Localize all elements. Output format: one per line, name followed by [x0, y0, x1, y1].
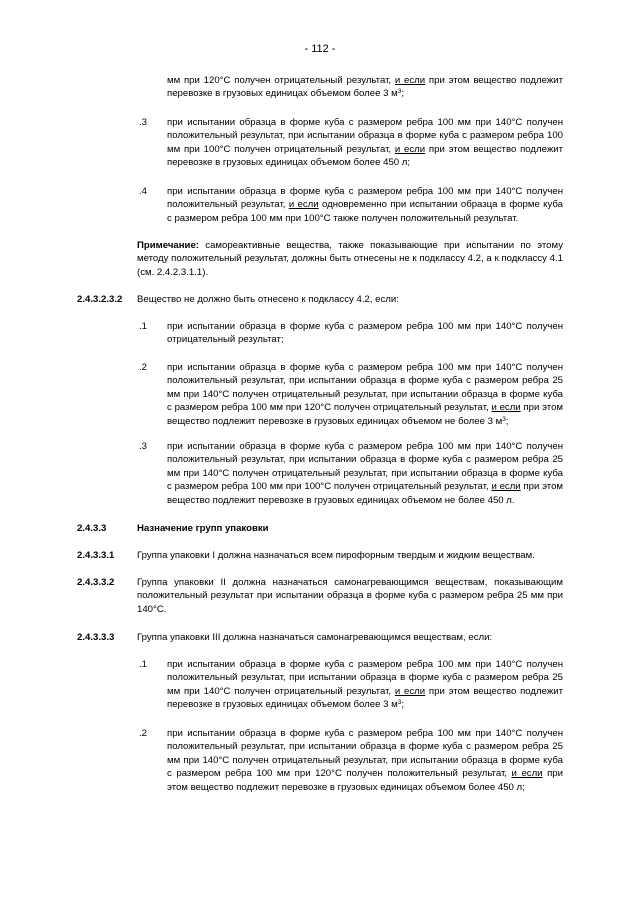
- section-number: 2.4.3.3: [77, 523, 107, 534]
- item-label: .1: [139, 659, 148, 670]
- section-text: Группа упаковки II должна назначаться самонагревающимся веществам, показывающим положительный результат при испытании образца в форме куба с размером ребра 25 мм при 140°C.: [137, 577, 563, 615]
- item-text: при испытании образца в форме куба с размером ребра 100 мм при 140°C получен положительный результат, при испытании образца в форме куба с размером ребра 25 мм при 140°C получен отрицательный результат, при испытании образца в форме куба с размером ребра 100 мм при 100°C получен отрицательный результат, и если при этом вещество подлежит перевозке в грузовых единицах объемом не более 450 л.: [167, 441, 563, 506]
- item-label: .2: [139, 728, 148, 739]
- section-title: Назначение групп упаковки: [137, 523, 269, 534]
- section-text: Группа упаковки I должна назначаться всем пирофорным твердым и жидким веществам.: [137, 550, 535, 561]
- item-text: при испытании образца в форме куба с размером ребра 100 мм при 140°C получен положительный результат, и если одновременно при испытании образца в форме куба с размером ребра 100 мм при 100°C также получен положительный результат.: [167, 186, 563, 224]
- item-label: .1: [139, 321, 148, 332]
- item-text: при испытании образца в форме куба с размером ребра 100 мм при 140°C получен положительный результат, при испытании образца в форме куба с размером ребра 25 мм при 140°C получен отрицательный результат, при испытании образца в форме куба с размером ребра 100 мм при 120°C получен отрицательный результат, и если при этом вещество подлежит перевозке в грузовых единицах объемом не более 3 $м^3$;: [167, 362, 563, 427]
- section-intro: Группа упаковки III должна назначаться самонагревающимся веществам, если:: [137, 632, 493, 643]
- item-label: .4: [139, 186, 148, 197]
- item-label: .3: [139, 117, 148, 128]
- item-text: при испытании образца в форме куба с размером ребра 100 мм при 140°C получен положительный результат, при испытании образца в форме куба с размером ребра 100 мм при 100°C получен отрицательный результат, и если при этом вещество подлежит перевозке в грузовых единицах объемом более 450 л;: [167, 117, 563, 169]
- item-label: .3: [139, 441, 148, 452]
- section-number: 2.4.3.3.1: [77, 550, 115, 561]
- item-text: при испытании образца в форме куба с размером ребра 100 мм при 140°C получен отрицательный результат;: [167, 321, 563, 346]
- section-number: 2.4.3.2.3.2: [77, 294, 123, 305]
- item-text: при испытании образца в форме куба с размером ребра 100 мм при 140°C получен положительный результат, при испытании образца в форме куба с размером ребра 25 мм при 140°C получен отрицательный результат, и если при этом вещество подлежит перевозке в грузовых единицах объемом более 3 $м^3$;: [167, 659, 563, 711]
- note-paragraph: Примечание: самореактивные вещества, также показывающие при испытании по этому методу положительный результат, должны быть отнесены не к подклассу 4.2, а к подклассу 4.1 (см. 2.4.2.3.1.1).: [137, 240, 563, 278]
- section-number: 2.4.3.3.3: [77, 632, 115, 643]
- continuation-paragraph: мм при 120°C получен отрицательный результат, и если при этом вещество подлежит перевозке в грузовых единицах объемом более 3 $м^3$;: [167, 75, 563, 100]
- note-label: Примечание:: [137, 240, 199, 251]
- page-number: - 112 -: [304, 43, 336, 55]
- item-label: .2: [139, 362, 148, 373]
- section-intro: Вещество не должно быть отнесено к подклассу 4.2, если:: [137, 294, 399, 305]
- item-text: при испытании образца в форме куба с размером ребра 100 мм при 140°C получен положительный результат, при испытании образца в форме куба с размером ребра 25 мм при 140°C получен отрицательный результат, при испытании образца в форме куба с размером ребра 100 мм при 120°C получен положительный результат, и если при этом вещество подлежит перевозке в грузовых единицах объемом более 450 л;: [167, 728, 563, 793]
- section-number: 2.4.3.3.2: [77, 577, 115, 588]
